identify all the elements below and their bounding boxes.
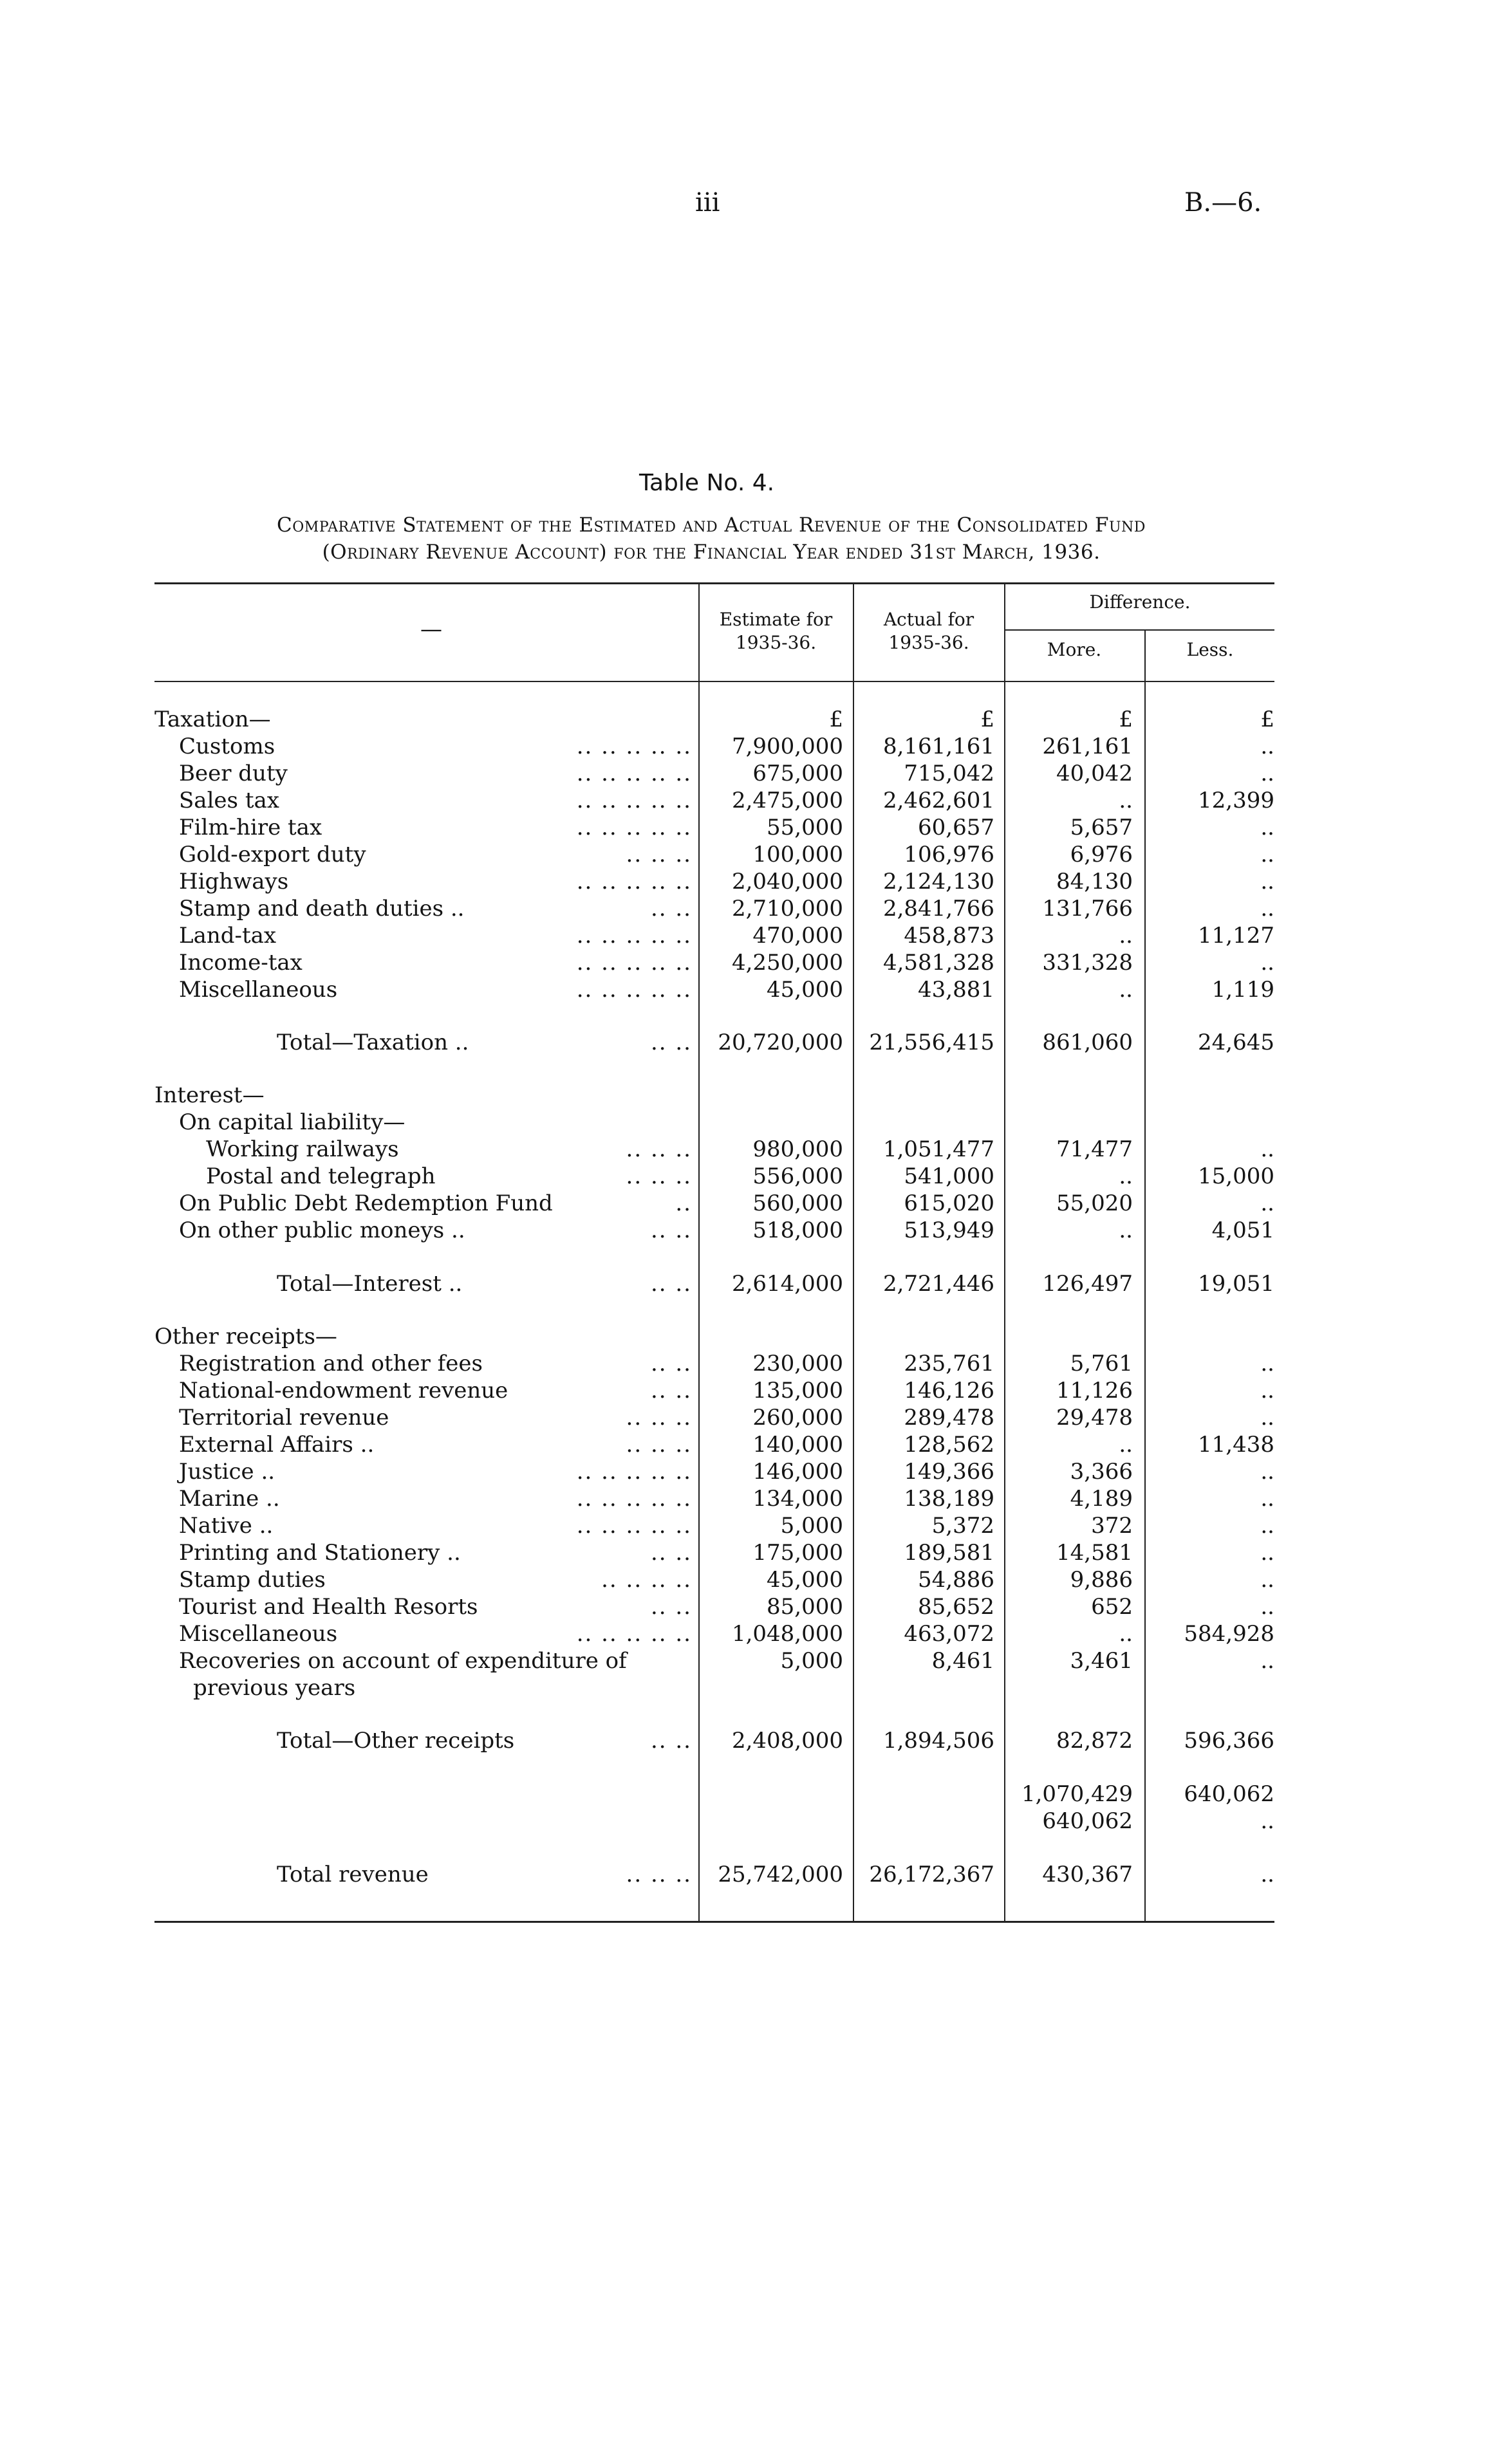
cell-c1: 175,000 — [752, 1540, 843, 1566]
cell-c3: 9,886 — [1070, 1567, 1133, 1593]
row-label: On Public Debt Redemption Fund — [179, 1190, 553, 1216]
cell-c1: 2,408,000 — [731, 1728, 843, 1754]
table-row — [0, 1271, 1510, 1297]
leader-dots: .. .. — [650, 1594, 692, 1620]
table-row — [0, 1378, 1510, 1403]
cell-c4: .. — [1260, 896, 1274, 922]
cell-c2: 26,172,367 — [869, 1862, 994, 1887]
row-label: Printing and Stationery .. — [179, 1540, 461, 1566]
leader-dots: .. .. .. — [626, 1163, 692, 1189]
row-label: Land-tax — [179, 923, 277, 949]
cell-c2: 138,189 — [904, 1486, 994, 1512]
cell-c2: 2,841,766 — [882, 896, 994, 922]
cell-c1: 85,000 — [767, 1594, 843, 1620]
cell-c3: 861,060 — [1042, 1030, 1133, 1055]
cell-c4: 24,645 — [1198, 1030, 1274, 1055]
difference-header: Difference. — [1089, 591, 1191, 613]
cell-c4: 596,366 — [1184, 1728, 1274, 1754]
cell-c1: 146,000 — [752, 1459, 843, 1485]
cell-c4: 12,399 — [1198, 788, 1274, 813]
table-heading — [142, 512, 1281, 566]
less-header: Less. — [1186, 639, 1234, 660]
cell-c4: 4,051 — [1211, 1218, 1274, 1243]
table-row — [0, 1781, 1510, 1807]
leader-dots: .. .. — [650, 1378, 692, 1403]
cell-c4: 1,119 — [1211, 977, 1274, 1003]
cell-c3: 82,872 — [1056, 1728, 1133, 1754]
cell-c4: .. — [1260, 1190, 1274, 1216]
leader-dots: .. .. — [650, 1540, 692, 1566]
currency-symbol: £ — [1260, 707, 1274, 732]
row-label: Sales tax — [179, 788, 279, 813]
cell-c3: 131,766 — [1042, 896, 1133, 922]
cell-c2: 513,949 — [904, 1218, 994, 1243]
leader-dots: .. .. .. .. .. — [576, 950, 692, 976]
table-row — [0, 1728, 1510, 1754]
cell-c2: 1,051,477 — [882, 1136, 994, 1162]
table-row — [0, 761, 1510, 786]
row-label: Working railways — [206, 1136, 399, 1162]
cell-c2: 615,020 — [904, 1190, 994, 1216]
table-row — [0, 1351, 1510, 1376]
table-row — [0, 1648, 1510, 1674]
cell-c4: .. — [1260, 761, 1274, 786]
leader-dots: .. .. .. — [626, 1136, 692, 1162]
leader-dots: .. .. .. .. .. — [576, 977, 692, 1003]
cell-c2: 54,886 — [918, 1567, 994, 1593]
cell-c3: 652 — [1091, 1594, 1133, 1620]
row-label: Film-hire tax — [179, 815, 322, 840]
cell-c1: 980,000 — [752, 1136, 843, 1162]
cell-c2: 21,556,415 — [869, 1030, 994, 1055]
table-row — [0, 1163, 1510, 1189]
row-label: On other public moneys .. — [179, 1218, 465, 1243]
table-row — [0, 842, 1510, 867]
cell-c4: .. — [1260, 734, 1274, 759]
table-row — [0, 1862, 1510, 1887]
row-label: Income-tax — [179, 950, 303, 976]
row-label: Total—Taxation .. — [277, 1030, 469, 1055]
table-top-rule — [154, 582, 1274, 584]
cell-c3: 40,042 — [1056, 761, 1133, 786]
row-label: Stamp and death duties .. — [179, 896, 465, 922]
cell-c1: 518,000 — [752, 1218, 843, 1243]
cell-c2: 541,000 — [904, 1163, 994, 1189]
cell-c3: 71,477 — [1056, 1136, 1133, 1162]
cell-c1: 45,000 — [767, 977, 843, 1003]
cell-c4: 15,000 — [1198, 1163, 1274, 1189]
leader-dots: .. .. .. .. .. — [576, 1621, 692, 1647]
cell-c1: 7,900,000 — [731, 734, 843, 759]
cell-c2: 4,581,328 — [882, 950, 994, 976]
currency-symbol: £ — [1119, 707, 1133, 732]
cell-c3: 6,976 — [1070, 842, 1133, 867]
row-label: Interest— — [154, 1082, 265, 1108]
cell-c3: .. — [1119, 1218, 1133, 1243]
row-label: Stamp duties — [179, 1567, 326, 1593]
cell-c2: 289,478 — [904, 1405, 994, 1431]
table-row — [0, 896, 1510, 922]
row-label: Registration and other fees — [179, 1351, 483, 1376]
heading-line-1: Comparative Statement of the Estimated and Actual Revenue of the Consolidated Fund — [277, 514, 1146, 537]
table-row — [0, 1675, 1510, 1701]
cell-c2: 128,562 — [904, 1432, 994, 1458]
row-label: Postal and telegraph — [206, 1163, 436, 1189]
cell-c3: 84,130 — [1056, 869, 1133, 894]
table-row — [0, 1621, 1510, 1647]
cell-c4: .. — [1260, 1378, 1274, 1403]
cell-c2: 43,881 — [918, 977, 994, 1003]
cell-c4: 19,051 — [1198, 1271, 1274, 1297]
cell-c4: 584,928 — [1184, 1621, 1274, 1647]
row-label: Gold-export duty — [179, 842, 366, 867]
document-reference: B.—6. — [1184, 188, 1262, 218]
cell-c3: 3,461 — [1070, 1648, 1133, 1674]
table-row — [0, 1513, 1510, 1539]
table-row — [0, 1405, 1510, 1431]
cell-c4: .. — [1260, 1808, 1274, 1834]
cell-c3: 430,367 — [1042, 1862, 1133, 1887]
row-label: Marine .. — [179, 1486, 280, 1512]
table-row — [0, 707, 1510, 732]
cell-c1: 45,000 — [767, 1567, 843, 1593]
cell-c3: 29,478 — [1056, 1405, 1133, 1431]
cell-c1: 20,720,000 — [718, 1030, 843, 1055]
cell-c3: 372 — [1091, 1513, 1133, 1539]
cell-c3: .. — [1119, 1432, 1133, 1458]
cell-c1: 2,040,000 — [731, 869, 843, 894]
cell-c3: 55,020 — [1056, 1190, 1133, 1216]
cell-c2: 235,761 — [904, 1351, 994, 1376]
row-label: Native .. — [179, 1513, 274, 1539]
cell-c4: .. — [1260, 1513, 1274, 1539]
cell-c2: 463,072 — [904, 1621, 994, 1647]
cell-c4: .. — [1260, 1648, 1274, 1674]
cell-c2: 106,976 — [904, 842, 994, 867]
row-label: Miscellaneous — [179, 1621, 338, 1647]
table-row — [0, 1567, 1510, 1593]
leader-dots: .. .. — [650, 1218, 692, 1243]
leader-dots: .. .. .. .. .. — [576, 869, 692, 894]
table-row — [0, 950, 1510, 976]
cell-c4: .. — [1260, 1459, 1274, 1485]
row-label: Justice .. — [179, 1459, 275, 1485]
table-row — [0, 1030, 1510, 1055]
table-row — [0, 815, 1510, 840]
table-row — [0, 788, 1510, 813]
cell-c3: 14,581 — [1056, 1540, 1133, 1566]
table-row — [0, 1109, 1510, 1135]
table-row — [0, 977, 1510, 1003]
cell-c3: 261,161 — [1042, 734, 1133, 759]
cell-c1: 5,000 — [780, 1513, 843, 1539]
row-label: External Affairs .. — [179, 1432, 375, 1458]
leader-dots: .. .. .. — [626, 1432, 692, 1458]
cell-c3: .. — [1119, 1621, 1133, 1647]
row-label: On capital liability— — [179, 1109, 405, 1135]
leader-dots: .. .. .. .. .. — [576, 923, 692, 949]
cell-c2: 1,894,506 — [882, 1728, 994, 1754]
cell-c3: 640,062 — [1042, 1808, 1133, 1834]
row-label: Other receipts— — [154, 1324, 337, 1349]
cell-c2: 2,124,130 — [882, 869, 994, 894]
cell-c4: .. — [1260, 1594, 1274, 1620]
cell-c1: 230,000 — [752, 1351, 843, 1376]
leader-dots: .. .. — [650, 1271, 692, 1297]
page-number: iii — [695, 188, 720, 218]
row-label: Total revenue — [277, 1862, 429, 1887]
cell-c1: 2,710,000 — [731, 896, 843, 922]
leader-dots: .. — [675, 1190, 692, 1216]
row-label: Beer duty — [179, 761, 288, 786]
cell-c3: 331,328 — [1042, 950, 1133, 976]
cell-c1: 2,614,000 — [731, 1271, 843, 1297]
table-row — [0, 734, 1510, 759]
leader-dots: .. .. .. — [626, 1862, 692, 1887]
cell-c3: 1,070,429 — [1021, 1781, 1133, 1807]
leader-dots: .. .. .. — [626, 842, 692, 867]
row-label: previous years — [193, 1675, 356, 1701]
row-label: Customs — [179, 734, 275, 759]
row-label: Total—Interest .. — [277, 1271, 463, 1297]
cell-c2: 8,161,161 — [882, 734, 994, 759]
table-row — [0, 1136, 1510, 1162]
more-header: More. — [1047, 639, 1102, 660]
cell-c1: 1,048,000 — [731, 1621, 843, 1647]
leader-dots: .. .. .. .. .. — [576, 815, 692, 840]
table-row — [0, 1082, 1510, 1108]
cell-c1: 100,000 — [752, 842, 843, 867]
cell-c3: .. — [1119, 977, 1133, 1003]
cell-c3: .. — [1119, 923, 1133, 949]
header-bottom-rule — [154, 681, 1274, 682]
cell-c1: 135,000 — [752, 1378, 843, 1403]
cell-c3: 5,657 — [1070, 815, 1133, 840]
cell-c4: .. — [1260, 1540, 1274, 1566]
cell-c4: .. — [1260, 869, 1274, 894]
row-label: Total—Other receipts — [277, 1728, 515, 1754]
table-bottom-rule — [154, 1921, 1274, 1923]
blank-column-header: — — [420, 616, 442, 642]
table-row — [0, 1459, 1510, 1485]
difference-rule — [1004, 629, 1274, 631]
cell-c4: .. — [1260, 1486, 1274, 1512]
row-label: Tourist and Health Resorts — [179, 1594, 478, 1620]
table-row — [0, 1324, 1510, 1349]
cell-c3: 3,366 — [1070, 1459, 1133, 1485]
cell-c3: 11,126 — [1056, 1378, 1133, 1403]
cell-c4: .. — [1260, 1136, 1274, 1162]
currency-symbol: £ — [829, 707, 843, 732]
table-row — [0, 1486, 1510, 1512]
cell-c3: .. — [1119, 1163, 1133, 1189]
leader-dots: .. .. — [650, 1728, 692, 1754]
leader-dots: .. .. .. .. .. — [576, 1513, 692, 1539]
table-row — [0, 869, 1510, 894]
cell-c2: 85,652 — [918, 1594, 994, 1620]
leader-dots: .. .. — [650, 1030, 692, 1055]
cell-c4: 11,127 — [1198, 923, 1274, 949]
cell-c2: 8,461 — [931, 1648, 994, 1674]
cell-c2: 60,657 — [918, 815, 994, 840]
row-label: Miscellaneous — [179, 977, 338, 1003]
cell-c4: .. — [1260, 842, 1274, 867]
cell-c1: 260,000 — [752, 1405, 843, 1431]
currency-symbol: £ — [980, 707, 994, 732]
leader-dots: .. .. .. .. .. — [576, 761, 692, 786]
cell-c1: 4,250,000 — [731, 950, 843, 976]
leader-dots: .. .. — [650, 896, 692, 922]
cell-c4: .. — [1260, 950, 1274, 976]
cell-c2: 715,042 — [904, 761, 994, 786]
row-label: Taxation— — [154, 707, 271, 732]
estimate-header: Estimate for 1935-36. — [719, 609, 833, 653]
cell-c2: 2,721,446 — [882, 1271, 994, 1297]
cell-c1: 556,000 — [752, 1163, 843, 1189]
leader-dots: .. .. — [650, 1351, 692, 1376]
table-row — [0, 1190, 1510, 1216]
cell-c4: 11,438 — [1198, 1432, 1274, 1458]
cell-c2: 2,462,601 — [882, 788, 994, 813]
heading-line-2: (Ordinary Revenue Account) for the Financial Year ended 31st March, 1936. — [322, 541, 1101, 564]
table-row — [0, 1218, 1510, 1243]
row-label: Highways — [179, 869, 289, 894]
cell-c2: 149,366 — [904, 1459, 994, 1485]
leader-dots: .. .. .. .. .. — [576, 1486, 692, 1512]
cell-c4: .. — [1260, 1567, 1274, 1593]
leader-dots: .. .. .. .. .. — [576, 734, 692, 759]
row-label: Recoveries on account of expenditure of — [179, 1648, 627, 1674]
cell-c3: 5,761 — [1070, 1351, 1133, 1376]
cell-c2: 5,372 — [931, 1513, 994, 1539]
table-row — [0, 1594, 1510, 1620]
cell-c2: 146,126 — [904, 1378, 994, 1403]
cell-c4: .. — [1260, 1405, 1274, 1431]
cell-c4: .. — [1260, 1351, 1274, 1376]
cell-c1: 675,000 — [752, 761, 843, 786]
actual-header: Actual for 1935-36. — [883, 609, 974, 653]
cell-c2: 189,581 — [904, 1540, 994, 1566]
leader-dots: .. .. .. .. .. — [576, 1459, 692, 1485]
cell-c2: 458,873 — [904, 923, 994, 949]
table-row — [0, 1808, 1510, 1834]
cell-c3: .. — [1119, 788, 1133, 813]
cell-c1: 140,000 — [752, 1432, 843, 1458]
table-row — [0, 923, 1510, 949]
leader-dots: .. .. .. .. .. — [576, 788, 692, 813]
cell-c3: 126,497 — [1042, 1271, 1133, 1297]
table-title: Table No. 4. — [638, 470, 775, 496]
leader-dots: .. .. .. .. — [601, 1567, 692, 1593]
cell-c1: 55,000 — [767, 815, 843, 840]
leader-dots: .. .. .. — [626, 1405, 692, 1431]
cell-c4: 640,062 — [1184, 1781, 1274, 1807]
cell-c1: 25,742,000 — [718, 1862, 843, 1887]
cell-c1: 560,000 — [752, 1190, 843, 1216]
row-label: National-endowment revenue — [179, 1378, 508, 1403]
cell-c1: 2,475,000 — [731, 788, 843, 813]
cell-c1: 5,000 — [780, 1648, 843, 1674]
cell-c4: .. — [1260, 1862, 1274, 1887]
table-row — [0, 1432, 1510, 1458]
cell-c4: .. — [1260, 815, 1274, 840]
cell-c3: 4,189 — [1070, 1486, 1133, 1512]
row-label: Territorial revenue — [179, 1405, 389, 1431]
cell-c1: 134,000 — [752, 1486, 843, 1512]
table-row — [0, 1540, 1510, 1566]
cell-c1: 470,000 — [752, 923, 843, 949]
